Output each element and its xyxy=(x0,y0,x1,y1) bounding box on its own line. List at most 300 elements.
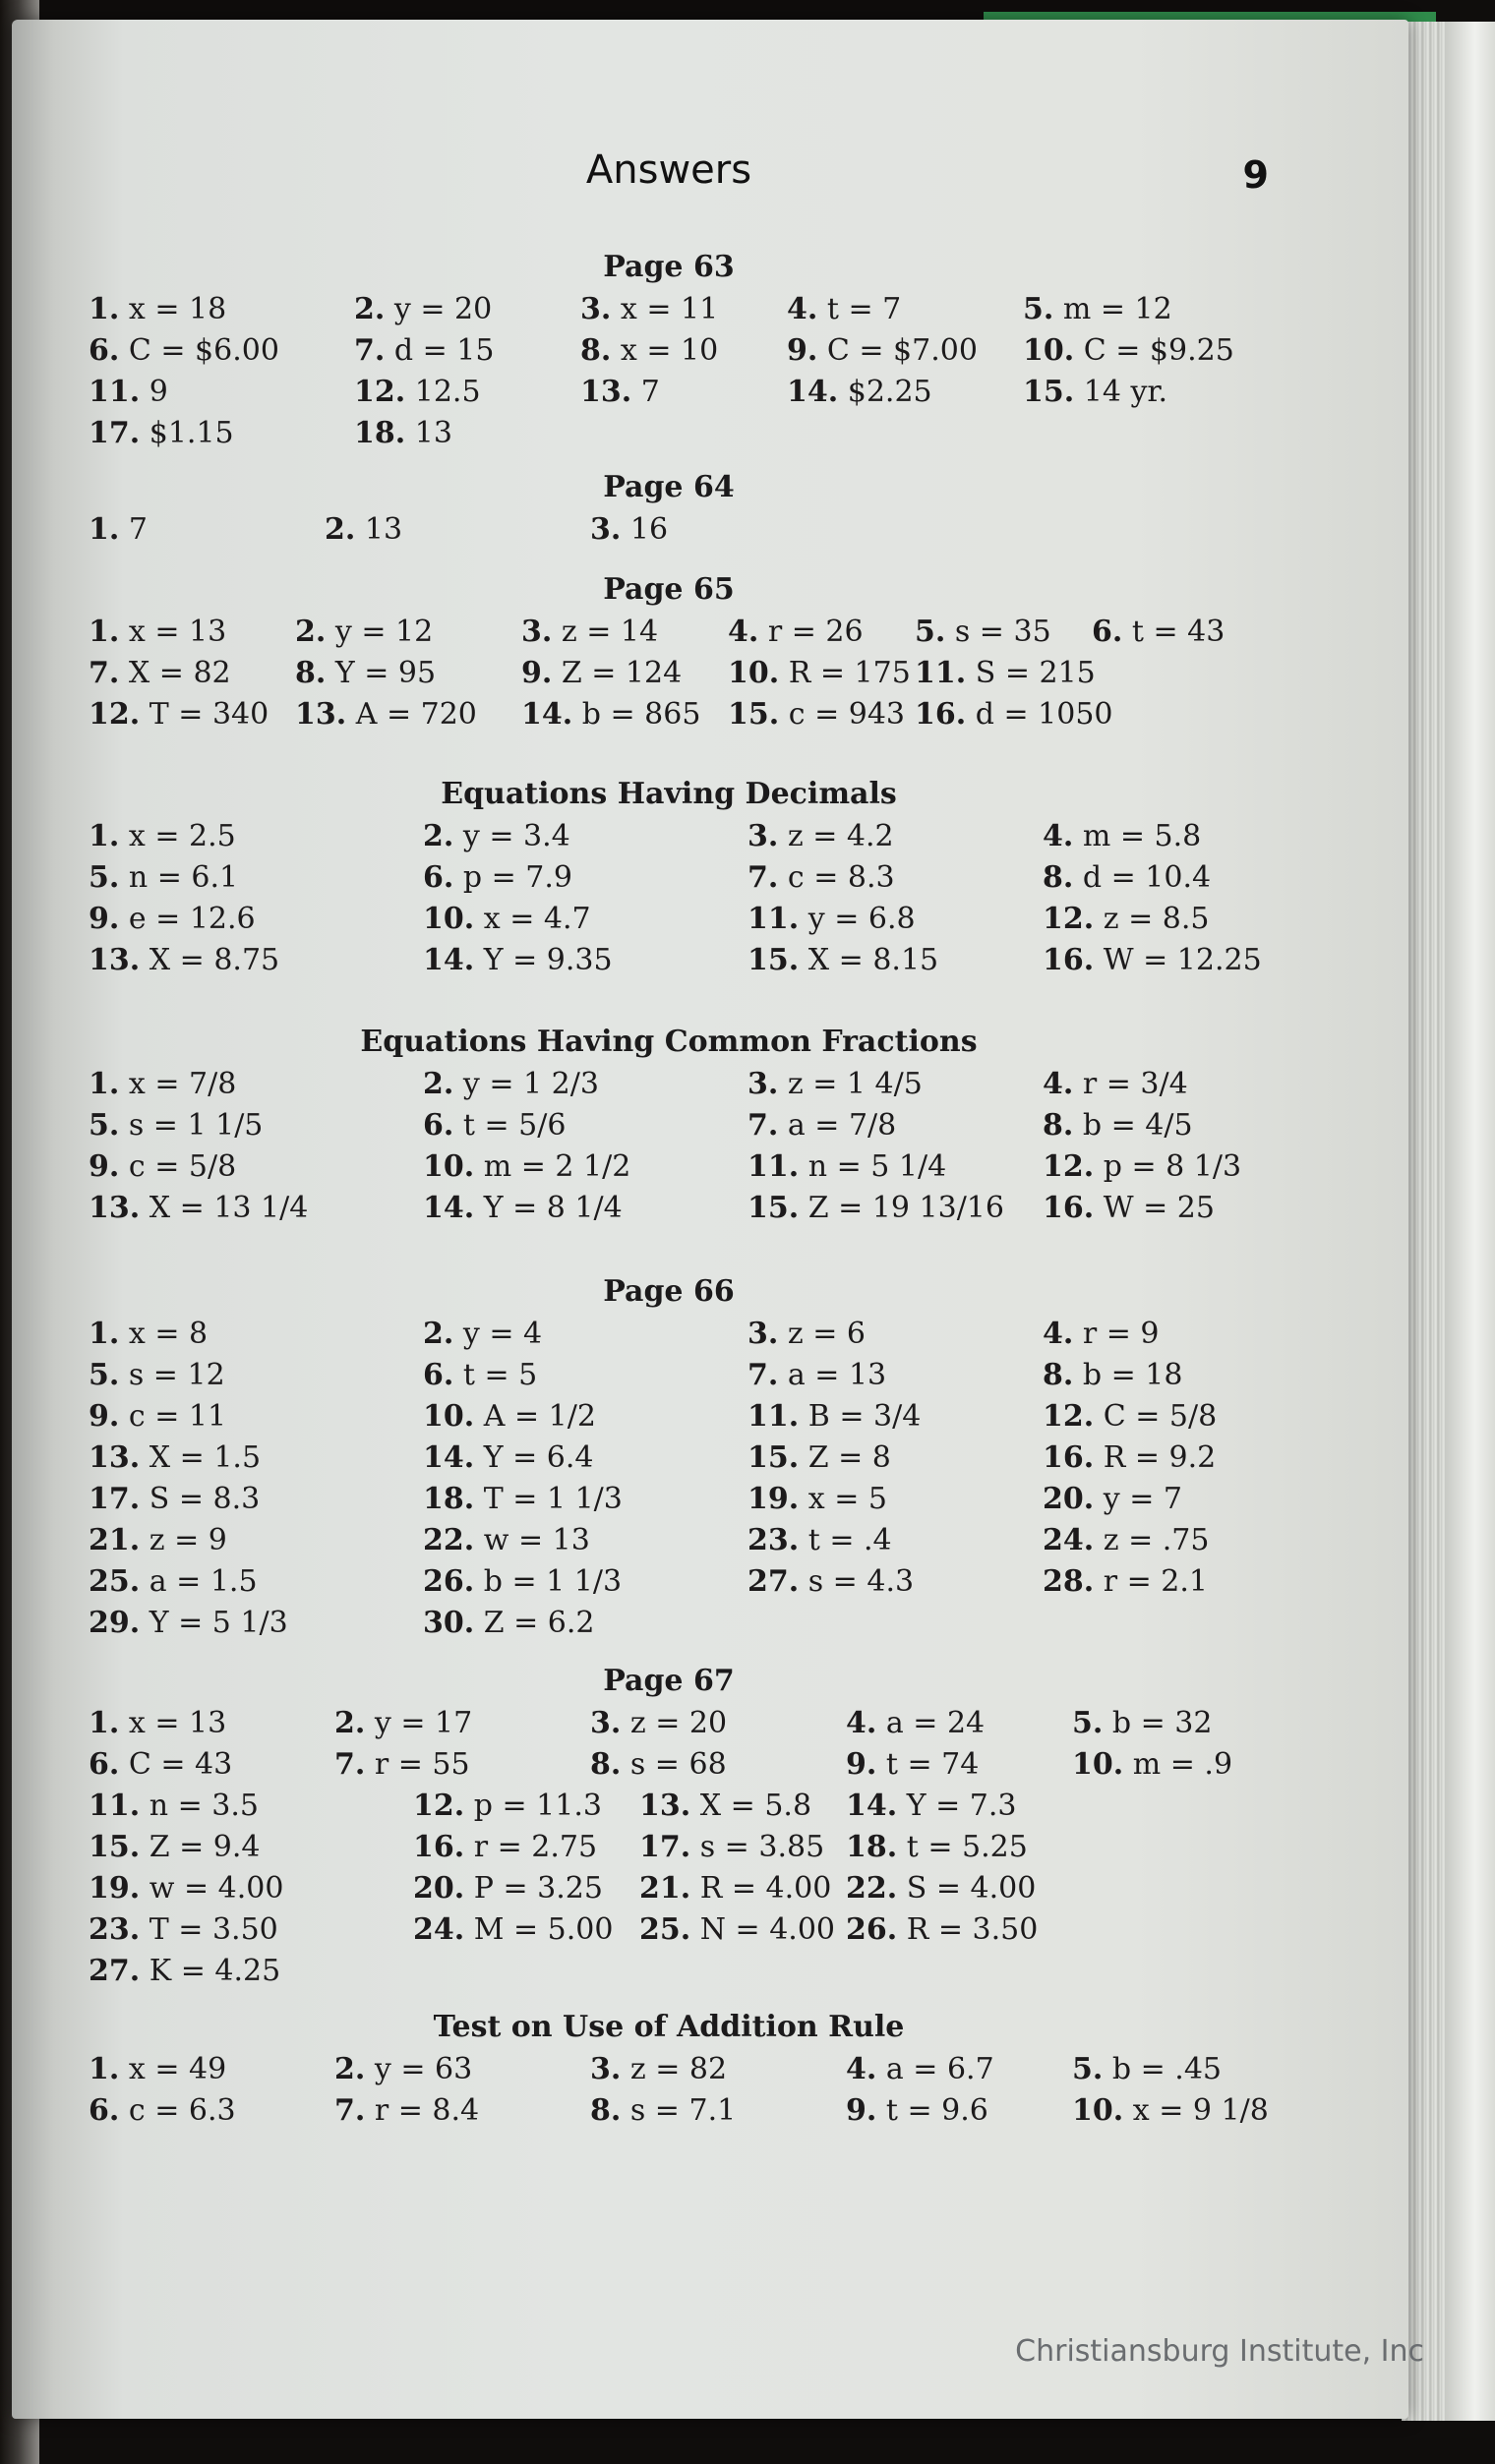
answer-number: 10. xyxy=(423,902,475,936)
answer-item xyxy=(1092,653,1249,694)
answer-item xyxy=(1043,899,1249,940)
answer-value: n = 6.1 xyxy=(128,860,239,895)
answer-value: x = 10 xyxy=(620,333,719,368)
answer-number: 8. xyxy=(1043,1108,1074,1143)
answer-item xyxy=(295,694,521,735)
answer-number: 15. xyxy=(748,943,800,977)
answer-value: y = 63 xyxy=(374,2052,473,2086)
answer-value: y = 1 2/3 xyxy=(462,1067,599,1101)
answer-value: p = 11.3 xyxy=(473,1789,602,1823)
answer-item xyxy=(89,1786,334,1827)
answer-number: 7. xyxy=(748,860,779,895)
answer-item xyxy=(846,1868,1072,1909)
answer-grid xyxy=(89,289,1249,454)
answer-number: 5. xyxy=(1072,1706,1104,1740)
answer-item xyxy=(846,1744,1072,1786)
answer-number: 3. xyxy=(590,512,622,547)
answer-item xyxy=(89,1355,423,1396)
answer-item xyxy=(89,1188,423,1229)
answer-value: d = 10.4 xyxy=(1082,860,1212,895)
answer-number: 8. xyxy=(580,333,612,368)
answer-item xyxy=(423,1355,748,1396)
answer-number: 18. xyxy=(846,1830,898,1864)
answer-item xyxy=(846,2049,1072,2090)
answer-number: 7. xyxy=(748,1358,779,1392)
answer-item xyxy=(728,612,915,653)
answer-item xyxy=(89,330,354,372)
answer-value: s = 7.1 xyxy=(629,2093,737,2128)
answer-number: 12. xyxy=(354,375,406,409)
answer-number: 9. xyxy=(89,1399,120,1434)
answer-value: t = .4 xyxy=(807,1523,892,1557)
answer-item xyxy=(580,372,787,413)
section-title: Page 67 xyxy=(603,1664,735,1698)
answer-number: 10. xyxy=(1023,333,1075,368)
answer-number: 13. xyxy=(89,1191,141,1225)
section-title: Page 64 xyxy=(603,470,735,504)
answer-item xyxy=(423,1314,748,1355)
answer-number: 9. xyxy=(89,902,120,936)
answer-value: y = 6.8 xyxy=(807,902,916,936)
section-title: Page 65 xyxy=(603,572,735,607)
answer-number: 5. xyxy=(89,1358,120,1392)
answer-value: m = 5.8 xyxy=(1082,819,1202,853)
answer-item xyxy=(590,1868,846,1909)
answer-value: b = 18 xyxy=(1082,1358,1183,1392)
answer-value: t = 5.25 xyxy=(906,1830,1028,1864)
section-title: Test on Use of Addition Rule xyxy=(433,2010,905,2044)
answer-value: a = 1.5 xyxy=(149,1564,258,1599)
answer-value: c = 6.3 xyxy=(128,2093,236,2128)
answer-value: y = 20 xyxy=(393,292,493,326)
answer-number: 24. xyxy=(1043,1523,1095,1557)
answer-item xyxy=(915,612,1092,653)
answer-item xyxy=(89,1064,423,1105)
answer-number: 11. xyxy=(89,1789,141,1823)
answer-value: t = 7 xyxy=(826,292,902,326)
answer-value: X = 1.5 xyxy=(149,1440,262,1475)
answer-value: y = 17 xyxy=(374,1706,473,1740)
answer-value: P = 3.25 xyxy=(473,1871,603,1906)
answer-number: 1. xyxy=(89,1067,120,1101)
answer-grid xyxy=(89,816,1262,981)
answer-item xyxy=(89,1703,334,1744)
answer-number: 1. xyxy=(89,819,120,853)
answer-number: 6. xyxy=(1092,615,1123,649)
answer-item xyxy=(89,1868,334,1909)
answer-value: x = 18 xyxy=(128,292,227,326)
answer-number: 16. xyxy=(1043,943,1095,977)
answer-number: 11. xyxy=(915,656,967,690)
answer-value: b = 1 1/3 xyxy=(483,1564,623,1599)
answer-item xyxy=(334,1744,590,1786)
answer-number: 22. xyxy=(846,1871,898,1906)
answer-item xyxy=(1072,1744,1249,1786)
answer-number: 13. xyxy=(580,375,632,409)
section-title: Equations Having Common Fractions xyxy=(360,1025,978,1059)
answer-number: 20. xyxy=(413,1871,465,1906)
answer-value: 12.5 xyxy=(414,375,481,409)
answer-item xyxy=(423,816,748,857)
answer-item xyxy=(354,330,580,372)
answer-number: 11. xyxy=(748,902,800,936)
answer-item xyxy=(423,1561,748,1603)
answer-number: 27. xyxy=(748,1564,800,1599)
answer-number: 11. xyxy=(748,1149,800,1184)
section xyxy=(89,246,1249,454)
answer-value: p = 8 1/3 xyxy=(1103,1149,1242,1184)
answer-number: 15. xyxy=(728,697,780,732)
answer-number: 4. xyxy=(1043,1067,1074,1101)
answer-number: 4. xyxy=(728,615,759,649)
answer-number: 26. xyxy=(423,1564,475,1599)
answer-number: 15. xyxy=(748,1440,800,1475)
answer-number: 30. xyxy=(423,1606,475,1640)
answer-item xyxy=(1072,1868,1249,1909)
answer-value: N = 4.00 xyxy=(699,1912,836,1947)
answer-value: C = $9.25 xyxy=(1083,333,1234,368)
answer-value: z = 20 xyxy=(629,1706,728,1740)
answer-number: 8. xyxy=(1043,860,1074,895)
answer-value: x = 13 xyxy=(128,615,227,649)
answer-number: 4. xyxy=(846,1706,877,1740)
answer-number: 3. xyxy=(748,1067,779,1101)
answer-value: s = 3.85 xyxy=(699,1830,825,1864)
answer-number: 2. xyxy=(423,1067,454,1101)
answer-value: w = 4.00 xyxy=(149,1871,284,1906)
answer-grid xyxy=(89,2049,1269,2132)
section xyxy=(89,1270,1249,1644)
answer-value: r = 26 xyxy=(767,615,864,649)
answer-item xyxy=(423,1437,748,1479)
answer-value: Y = 5 1/3 xyxy=(149,1606,288,1640)
answer-item xyxy=(915,653,1096,694)
answer-number: 7. xyxy=(334,1747,366,1782)
answer-item xyxy=(521,694,728,735)
answer-item xyxy=(334,1827,598,1868)
answer-item xyxy=(334,2090,590,2132)
answer-item xyxy=(334,2049,590,2090)
answer-item xyxy=(89,1479,423,1520)
answer-grid xyxy=(89,1064,1249,1229)
answer-value: r = 2.1 xyxy=(1103,1564,1209,1599)
section xyxy=(89,1021,1249,1229)
answer-number: 28. xyxy=(1043,1564,1095,1599)
answer-number: 5. xyxy=(89,1108,120,1143)
answer-number: 10. xyxy=(728,656,780,690)
answer-number: 12. xyxy=(1043,902,1095,936)
answer-number: 6. xyxy=(89,333,120,368)
answer-value: A = 1/2 xyxy=(483,1399,596,1434)
answer-value: c = 11 xyxy=(128,1399,227,1434)
answer-value: X = 13 1/4 xyxy=(149,1191,309,1225)
page-header xyxy=(89,147,1269,206)
answer-item xyxy=(89,694,295,735)
answer-item xyxy=(1023,372,1249,413)
answer-number: 7. xyxy=(354,333,386,368)
answer-value: x = 49 xyxy=(128,2052,227,2086)
answer-value: $2.25 xyxy=(847,375,932,409)
answer-number: 17. xyxy=(89,1482,141,1516)
answer-number: 7. xyxy=(334,2093,366,2128)
answer-number: 8. xyxy=(590,2093,622,2128)
answer-number: 4. xyxy=(846,2052,877,2086)
answer-number: 19. xyxy=(89,1871,141,1906)
answer-item xyxy=(334,1786,602,1827)
answer-number: 5. xyxy=(1072,2052,1104,2086)
answer-number: 14. xyxy=(423,943,475,977)
answer-number: 21. xyxy=(639,1871,691,1906)
answer-number: 10. xyxy=(1072,2093,1124,2128)
answer-number: 23. xyxy=(748,1523,800,1557)
answer-value: Y = 9.35 xyxy=(483,943,613,977)
answer-number: 3. xyxy=(521,615,553,649)
answer-value: s = 68 xyxy=(629,1747,727,1782)
answer-value: x = 4.7 xyxy=(483,902,591,936)
answer-value: z = 82 xyxy=(629,2052,728,2086)
answer-value: b = 865 xyxy=(581,697,701,732)
answer-value: 16 xyxy=(629,512,669,547)
answer-number: 13. xyxy=(89,943,141,977)
answer-number: 2. xyxy=(334,2052,366,2086)
answer-number: 1. xyxy=(89,1317,120,1351)
answer-number: 16. xyxy=(1043,1440,1095,1475)
answer-item xyxy=(89,1909,334,1951)
answer-number: 9. xyxy=(521,656,553,690)
answer-value: b = 4/5 xyxy=(1082,1108,1193,1143)
answer-value: 13 xyxy=(364,512,403,547)
answer-item xyxy=(580,330,787,372)
answer-item xyxy=(89,612,295,653)
answer-value: m = 12 xyxy=(1062,292,1172,326)
answer-item xyxy=(423,1520,748,1561)
answer-value: Y = 7.3 xyxy=(906,1789,1017,1823)
answer-value: x = 7/8 xyxy=(128,1067,237,1101)
answer-value: c = 8.3 xyxy=(787,860,895,895)
answer-item xyxy=(521,653,728,694)
answer-number: 3. xyxy=(748,1317,779,1351)
answer-number: 5. xyxy=(915,615,946,649)
answer-item xyxy=(1043,1146,1249,1188)
answer-item xyxy=(1072,1786,1249,1827)
answer-number: 14. xyxy=(423,1191,475,1225)
answer-value: 13 xyxy=(414,416,452,450)
answer-number: 8. xyxy=(1043,1358,1074,1392)
answer-item xyxy=(89,289,354,330)
answer-item xyxy=(1043,1479,1249,1520)
answer-value: y = 3.4 xyxy=(462,819,570,853)
running-title: Answers xyxy=(585,147,752,193)
answer-value: x = 8 xyxy=(128,1317,209,1351)
answer-item xyxy=(590,2090,846,2132)
answer-item xyxy=(1072,2090,1269,2132)
answer-number: 27. xyxy=(89,1954,141,1988)
answer-item xyxy=(787,289,1023,330)
answer-item xyxy=(748,940,1043,981)
answer-number: 9. xyxy=(846,2093,877,2128)
answer-value: Z = 6.2 xyxy=(483,1606,595,1640)
answer-item xyxy=(1043,816,1249,857)
answer-item xyxy=(89,653,295,694)
answer-value: X = 8.75 xyxy=(149,943,280,977)
answer-number: 3. xyxy=(590,2052,622,2086)
answer-value: a = 24 xyxy=(885,1706,986,1740)
answer-value: S = 4.00 xyxy=(906,1871,1037,1906)
answer-item xyxy=(89,509,325,551)
answer-number: 14. xyxy=(423,1440,475,1475)
answer-number: 9. xyxy=(846,1747,877,1782)
answer-number: 14. xyxy=(521,697,573,732)
answer-item xyxy=(423,1396,748,1437)
section xyxy=(89,466,1249,551)
answer-number: 12. xyxy=(413,1789,465,1823)
answer-value: z = 6 xyxy=(787,1317,866,1351)
answer-value: a = 7/8 xyxy=(787,1108,897,1143)
answer-item xyxy=(728,653,915,694)
answer-number: 6. xyxy=(89,1747,120,1782)
answer-number: 16. xyxy=(413,1830,465,1864)
answer-item xyxy=(89,2049,334,2090)
answer-item xyxy=(748,1105,1043,1146)
answer-number: 22. xyxy=(423,1523,475,1557)
answer-number: 19. xyxy=(748,1482,800,1516)
answer-number: 3. xyxy=(580,292,612,326)
answer-item xyxy=(295,653,521,694)
answer-number: 15. xyxy=(89,1830,141,1864)
answer-number: 4. xyxy=(1043,1317,1074,1351)
answer-value: z = 14 xyxy=(561,615,659,649)
answer-number: 10. xyxy=(1072,1747,1124,1782)
answer-item xyxy=(915,694,1113,735)
answer-value: 7 xyxy=(128,512,148,547)
answer-item xyxy=(748,1561,1043,1603)
answer-value: t = 74 xyxy=(885,1747,980,1782)
answer-number: 17. xyxy=(89,416,141,450)
answer-number: 12. xyxy=(89,697,141,732)
answer-item xyxy=(89,899,423,940)
answer-number: 20. xyxy=(1043,1482,1095,1516)
answer-value: m = 2 1/2 xyxy=(483,1149,631,1184)
answer-item xyxy=(423,940,748,981)
answer-value: c = 943 xyxy=(788,697,906,732)
answer-number: 29. xyxy=(89,1606,141,1640)
answer-number: 24. xyxy=(413,1912,465,1947)
answer-value: b = .45 xyxy=(1111,2052,1222,2086)
answer-value: y = 12 xyxy=(334,615,434,649)
answer-value: n = 5 1/4 xyxy=(807,1149,947,1184)
answer-value: $1.15 xyxy=(149,416,234,450)
answer-value: W = 12.25 xyxy=(1103,943,1262,977)
answer-item xyxy=(89,1314,423,1355)
answer-item xyxy=(89,1561,423,1603)
answer-value: t = 43 xyxy=(1131,615,1226,649)
answer-number: 8. xyxy=(295,656,327,690)
answer-value: x = 9 1/8 xyxy=(1132,2093,1269,2128)
answer-value: S = 8.3 xyxy=(149,1482,261,1516)
page-number: 9 xyxy=(1242,153,1269,197)
answer-item xyxy=(423,1479,748,1520)
answer-value: s = 12 xyxy=(128,1358,225,1392)
answer-item xyxy=(1072,1827,1249,1868)
answer-grid xyxy=(89,509,1249,551)
answer-item xyxy=(354,289,580,330)
answer-item xyxy=(1043,1188,1249,1229)
answer-value: B = 3/4 xyxy=(807,1399,922,1434)
answer-value: r = 8.4 xyxy=(374,2093,480,2128)
answer-value: W = 25 xyxy=(1103,1191,1215,1225)
answer-number: 14. xyxy=(787,375,839,409)
answer-item xyxy=(580,289,787,330)
answer-item xyxy=(846,1827,1072,1868)
answer-number: 2. xyxy=(334,1706,366,1740)
answer-value: 9 xyxy=(149,375,168,409)
answer-item xyxy=(89,1396,423,1437)
answer-value: x = 5 xyxy=(807,1482,887,1516)
answer-number: 16. xyxy=(915,697,967,732)
answer-value: t = 5 xyxy=(462,1358,538,1392)
answer-item xyxy=(1043,1105,1249,1146)
answer-item xyxy=(89,2090,334,2132)
answer-value: s = 4.3 xyxy=(807,1564,915,1599)
section-title: Page 63 xyxy=(603,250,735,284)
answer-value: z = 1 4/5 xyxy=(787,1067,923,1101)
answer-number: 6. xyxy=(423,860,454,895)
answer-value: r = 2.75 xyxy=(473,1830,598,1864)
answer-value: y = 4 xyxy=(462,1317,543,1351)
section xyxy=(89,568,1249,735)
answer-value: r = 3/4 xyxy=(1082,1067,1188,1101)
answer-item xyxy=(728,694,915,735)
answer-value: T = 340 xyxy=(149,697,269,732)
answer-number: 1. xyxy=(89,615,120,649)
answer-item xyxy=(89,940,423,981)
answer-value: x = 11 xyxy=(620,292,719,326)
answer-number: 15. xyxy=(748,1191,800,1225)
answer-value: z = 4.2 xyxy=(787,819,894,853)
answer-item xyxy=(748,857,1043,899)
answer-item xyxy=(334,1868,603,1909)
answer-item xyxy=(354,413,580,454)
answer-value: A = 720 xyxy=(355,697,477,732)
answer-value: T = 1 1/3 xyxy=(483,1482,623,1516)
answer-value: X = 8.15 xyxy=(807,943,939,977)
answer-value: e = 12.6 xyxy=(128,902,256,936)
answer-value: X = 5.8 xyxy=(699,1789,812,1823)
answer-value: K = 4.25 xyxy=(149,1954,281,1988)
answer-value: 7 xyxy=(640,375,660,409)
answer-value: n = 3.5 xyxy=(149,1789,259,1823)
section-title: Page 66 xyxy=(603,1274,735,1309)
answer-number: 2. xyxy=(295,615,327,649)
answer-value: x = 2.5 xyxy=(128,819,236,853)
answer-value: t = 9.6 xyxy=(885,2093,988,2128)
answer-item xyxy=(590,1909,846,1951)
answer-item xyxy=(423,857,748,899)
answer-number: 16. xyxy=(1043,1191,1095,1225)
answer-item xyxy=(423,1188,748,1229)
answer-item xyxy=(521,612,728,653)
answer-item xyxy=(89,1105,423,1146)
answer-value: r = 55 xyxy=(374,1747,470,1782)
section xyxy=(89,773,1262,981)
answer-value: s = 1 1/5 xyxy=(128,1108,264,1143)
answer-grid xyxy=(89,612,1249,735)
answer-value: s = 35 xyxy=(954,615,1051,649)
answer-value: C = 5/8 xyxy=(1103,1399,1218,1434)
answer-value: d = 15 xyxy=(393,333,495,368)
answer-number: 5. xyxy=(89,860,120,895)
answer-item xyxy=(846,1703,1072,1744)
